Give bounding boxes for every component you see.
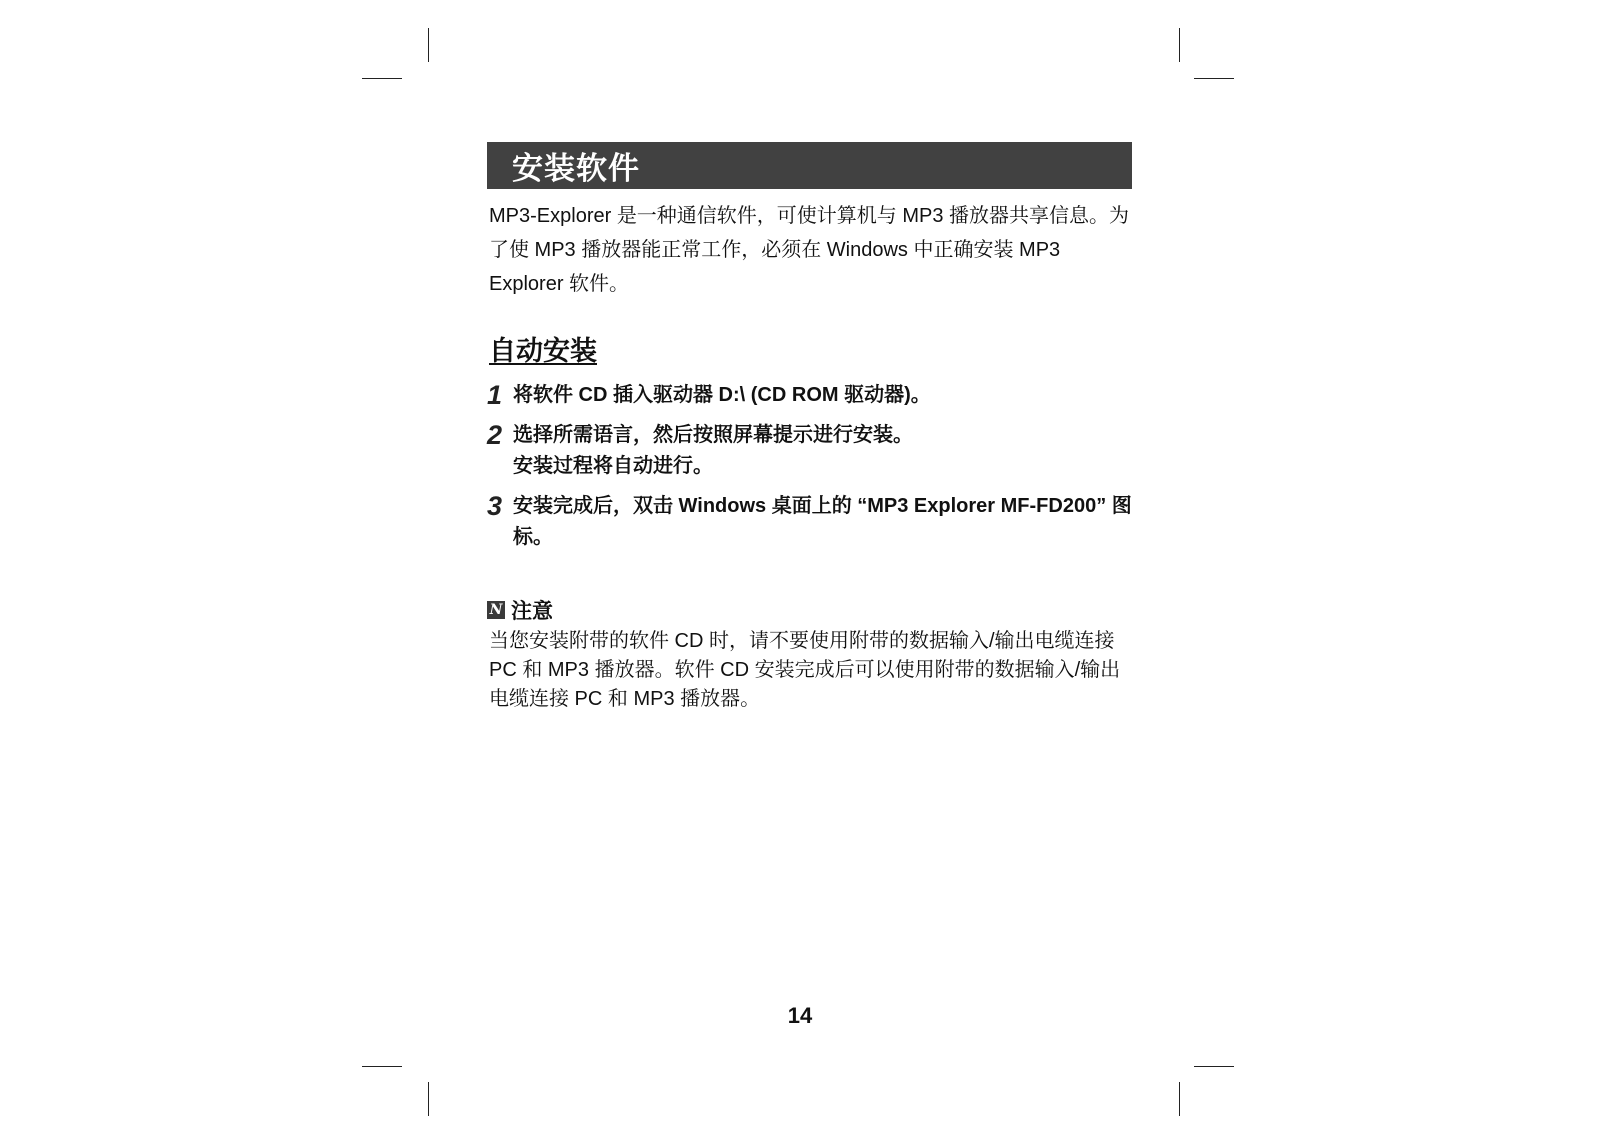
page-content (487, 142, 1132, 714)
note-icon: N (487, 601, 505, 619)
note-heading-label: 注意 (511, 600, 553, 623)
step-text-3: 安装完成后，双击 Windows 桌面上的 “MP3 Explorer MF-FD200” 图标。 (513, 495, 1132, 548)
page-title: 安装软件 (487, 142, 1132, 189)
step-2 (487, 420, 1132, 482)
crop-mark-bottom-left-vertical (428, 1082, 429, 1116)
note-text: 当您安装附带的软件 CD 时，请不要使用附带的数据输入/输出电缆连接 PC 和 MP3 播放器。软件 CD 安装完成后可以使用附带的数据输入/输出电缆连接 PC 和 MP3 播放器。 (489, 630, 1121, 710)
step-number-3: 3 (487, 491, 502, 521)
step-text-2-sub: 安装过程将自动进行。 (513, 455, 713, 477)
step-text-1: 将软件 CD 插入驱动器 D:\ (CD ROM 驱动器)。 (513, 384, 931, 406)
crop-mark-top-right-horizontal (1194, 78, 1234, 79)
intro-paragraph: MP3-Explorer 是一种通信软件，可使计算机与 MP3 播放器共享信息。为了使 MP3 播放器能正常工作，必须在 Windows 中正确安装 MP3 Explorer 软件。 (489, 205, 1130, 295)
page-number: 14 (787, 1003, 813, 1028)
step-text-2-main: 选择所需语言，然后按照屏幕提示进行安装。 (513, 424, 913, 446)
crop-mark-bottom-right-vertical (1179, 1082, 1180, 1116)
step-1 (487, 380, 1132, 411)
step-3 (487, 491, 1132, 553)
step-number-2: 2 (487, 420, 502, 450)
crop-mark-bottom-right-horizontal (1194, 1066, 1234, 1067)
crop-mark-top-left-vertical (428, 28, 429, 62)
install-steps (487, 380, 1132, 553)
step-number-1: 1 (487, 380, 502, 410)
note-heading (487, 595, 1132, 625)
crop-mark-top-right-vertical (1179, 28, 1180, 62)
crop-mark-top-left-horizontal (362, 78, 402, 79)
step-text-2 (513, 420, 1132, 482)
crop-mark-bottom-left-horizontal (362, 1066, 402, 1067)
auto-install-heading: 自动安装 (489, 336, 597, 366)
